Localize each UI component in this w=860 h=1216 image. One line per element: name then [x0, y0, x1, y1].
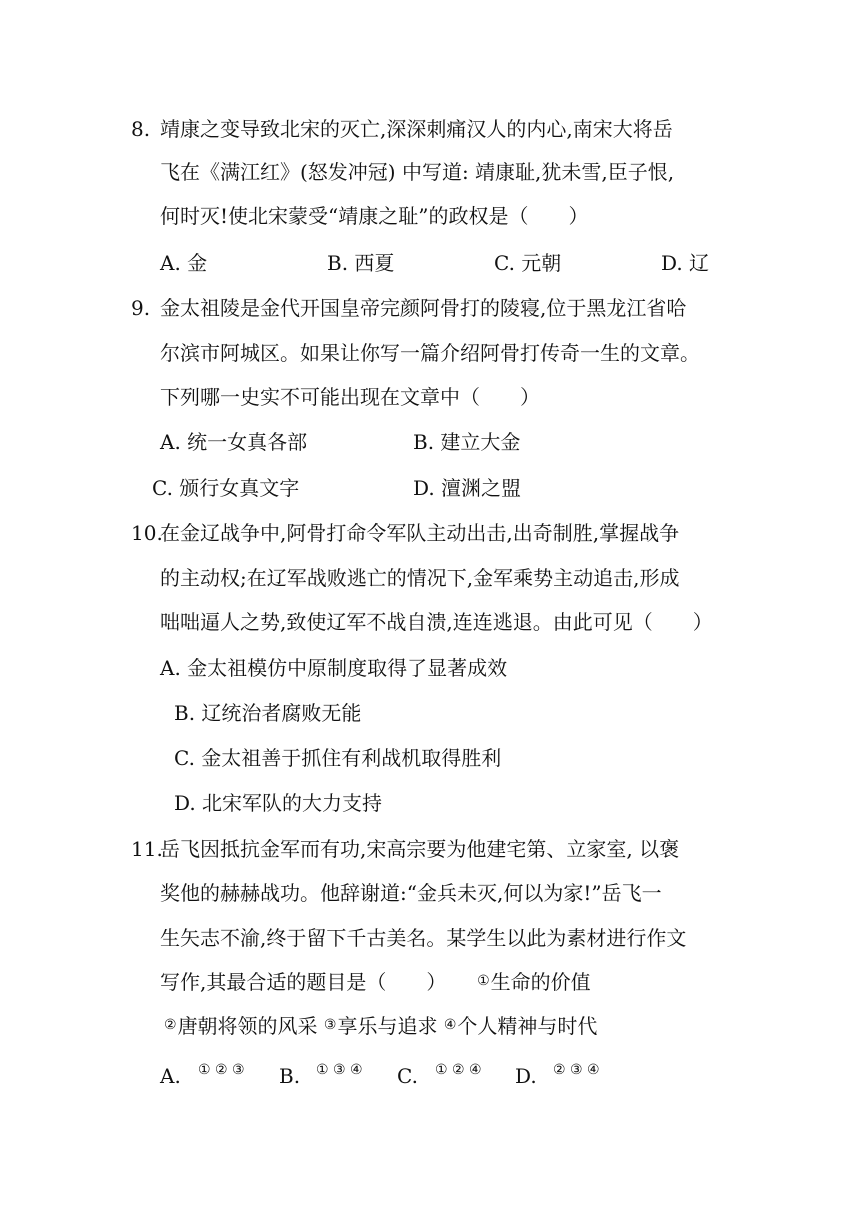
question-11-option-a-numbers — [198, 1058, 251, 1084]
item-3-marker: ③ — [323, 1017, 337, 1033]
option-a-numbers: ① ② ③ — [198, 1062, 245, 1078]
question-8-line-1: 靖康之变导致北宋的灭亡,深深刺痛汉人的内心,南宋大将岳 — [160, 117, 673, 141]
question-11-line-4 — [160, 969, 591, 995]
question-8-number: 8. — [131, 117, 151, 141]
item-3-text: 享乐与追求 — [337, 1014, 438, 1038]
question-9-line-1: 金太祖陵是金代开国皇帝完颜阿骨打的陵寝,位于黑龙江省哈 — [160, 296, 687, 320]
question-8-option-c: C. 元朝 — [494, 251, 562, 275]
question-11-option-c-numbers — [435, 1058, 488, 1084]
question-11-line-5 — [164, 1013, 597, 1039]
question-11-number: 11. — [131, 837, 163, 861]
option-b-numbers: ① ③ ④ — [316, 1062, 363, 1078]
item-1-marker: ① — [477, 973, 490, 989]
question-9-option-a: A. 统一女真各部 — [160, 430, 308, 454]
question-9-option-d: D. 澶渊之盟 — [413, 476, 522, 500]
question-10-option-b: B. 辽统治者腐败无能 — [174, 701, 362, 725]
question-10-line-1: 在金辽战争中,阿骨打命令军队主动出击,出奇制胜,掌握战争 — [160, 521, 680, 545]
question-11-option-c-letter: C. — [397, 1064, 418, 1088]
question-11-line-1: 岳飞因抵抗金军而有功,宋高宗要为他建宅第、立家室, 以褒 — [160, 837, 680, 861]
question-8-line-2: 飞在《满江红》(怒发冲冠) 中写道: 靖康耻,犹未雪,臣子恨, — [160, 160, 675, 184]
item-4-text: 个人精神与时代 — [457, 1014, 598, 1038]
question-8-option-b: B. 西夏 — [327, 251, 395, 275]
question-11-line-3: 生矢志不渝,终于留下千古美名。某学生以此为素材进行作文 — [160, 926, 687, 950]
option-d-numbers: ② ③ ④ — [553, 1062, 600, 1078]
question-11-line-4-text: 写作,其最合适的题目是（ ） — [160, 970, 447, 994]
item-4-marker: ④ — [443, 1017, 457, 1033]
item-1-text: 生命的价值 — [490, 970, 591, 994]
question-10-option-a: A. 金太祖模仿中原制度取得了显著成效 — [160, 656, 508, 680]
question-8-option-a: A. 金 — [160, 251, 208, 275]
question-10-option-d: D. 北宋军队的大力支持 — [174, 791, 383, 815]
item-2-text: 唐朝将领的风采 — [177, 1014, 318, 1038]
question-8-line-3: 何时灭!使北宋蒙受“靖康之耻”的政权是（ ） — [160, 204, 589, 228]
question-11-option-b-numbers — [316, 1058, 369, 1084]
question-10-option-c: C. 金太祖善于抓住有利战机取得胜利 — [174, 746, 502, 770]
question-10-number: 10. — [131, 521, 163, 545]
question-11-option-d-letter: D. — [515, 1064, 537, 1088]
option-c-numbers: ① ② ④ — [435, 1062, 482, 1078]
item-2-marker: ② — [164, 1017, 177, 1033]
question-9-line-3: 下列哪一史实不可能出现在文章中（ ） — [160, 385, 540, 409]
question-9-line-2: 尔滨市阿城区。如果让你写一篇介绍阿骨打传奇一生的文章。 — [160, 341, 700, 365]
question-9-option-c: C. 颁行女真文字 — [152, 476, 300, 500]
question-11-option-d-numbers — [553, 1058, 606, 1084]
question-9-number: 9. — [131, 296, 151, 320]
question-11-option-b-letter: B. — [279, 1064, 301, 1088]
question-9-option-b: B. 建立大金 — [413, 430, 521, 454]
question-10-line-2: 的主动权;在辽军战败逃亡的情况下,金军乘势主动追击,形成 — [160, 566, 680, 590]
question-11-line-2: 奖他的赫赫战功。他辞谢道:“金兵未灭,何以为家!”岳飞一 — [160, 881, 662, 905]
question-11-option-a-letter: A. — [160, 1064, 181, 1088]
question-8-option-d: D. 辽 — [661, 251, 710, 275]
question-10-line-3: 咄咄逼人之势,致使辽军不战自溃,连连逃退。由此可见（ ） — [160, 610, 713, 634]
